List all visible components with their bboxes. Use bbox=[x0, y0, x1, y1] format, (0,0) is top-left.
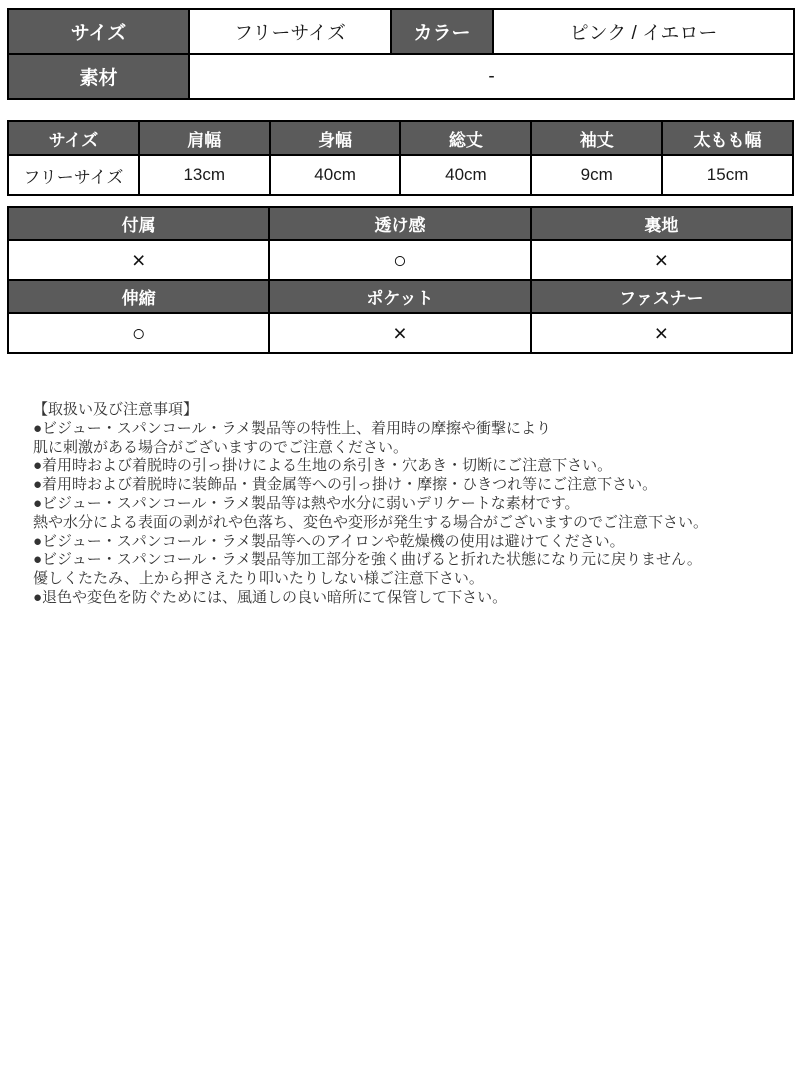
features-header-row-2 bbox=[8, 280, 792, 313]
feature-value-sheerness: ○ bbox=[269, 240, 530, 280]
info-row-size-color bbox=[8, 9, 794, 54]
care-instructions-line: ●ビジュー・スパンコール・ラメ製品等へのアイロンや乾燥機の使用は避けてください。 bbox=[33, 532, 625, 550]
feature-header-stretch: 伸縮 bbox=[8, 280, 269, 313]
col-header-size: サイズ bbox=[8, 121, 139, 155]
material-label: 素材 bbox=[8, 54, 189, 99]
color-value: ピンク / イエロー bbox=[493, 9, 794, 54]
size-value: フリーサイズ bbox=[189, 9, 391, 54]
cell-body-width: 40cm bbox=[270, 155, 401, 195]
cell-sleeve-length: 9cm bbox=[531, 155, 662, 195]
col-header-shoulder-width: 肩幅 bbox=[139, 121, 270, 155]
feature-header-lining: 裏地 bbox=[531, 207, 792, 240]
care-instructions-line: 熱や水分による表面の剥がれや色落ち、変色や変形が発生する場合がございますのでご注意下さい。 bbox=[33, 513, 709, 531]
cell-total-length: 40cm bbox=[400, 155, 531, 195]
feature-header-accessories: 付属 bbox=[8, 207, 269, 240]
care-instructions-line: ●ビジュー・スパンコール・ラメ製品等の特性上、着用時の摩擦や衝撃により bbox=[33, 419, 552, 437]
care-instructions bbox=[33, 401, 800, 608]
product-info-table bbox=[7, 8, 795, 100]
features-table bbox=[7, 206, 793, 354]
col-header-sleeve-length: 袖丈 bbox=[531, 121, 662, 155]
cell-size-name: フリーサイズ bbox=[8, 155, 139, 195]
features-value-row-1 bbox=[8, 240, 792, 280]
measurements-header-row bbox=[8, 121, 793, 155]
features-header-row-1 bbox=[8, 207, 792, 240]
feature-header-zipper: ファスナー bbox=[531, 280, 792, 313]
cell-shoulder-width: 13cm bbox=[139, 155, 270, 195]
measurements-table bbox=[7, 120, 794, 196]
care-instructions-line: ●着用時および着脱時に装飾品・貴金属等への引っ掛け・摩擦・ひきつれ等にご注意下さい。 bbox=[33, 476, 658, 494]
feature-header-sheerness: 透け感 bbox=[269, 207, 530, 240]
care-instructions-line: 優しくたたみ、上から押さえたり叩いたりしない様ご注意下さい。 bbox=[33, 570, 484, 588]
feature-value-stretch: ○ bbox=[8, 313, 269, 353]
col-header-thigh-width: 太もも幅 bbox=[662, 121, 793, 155]
feature-value-accessories: × bbox=[8, 240, 269, 280]
cell-thigh-width: 15cm bbox=[662, 155, 793, 195]
care-instructions-line: ●着用時および着脱時の引っ掛けによる生地の糸引き・穴あき・切断にご注意下さい。 bbox=[33, 457, 613, 475]
care-instructions-line: ●ビジュー・スパンコール・ラメ製品等加工部分を強く曲げると折れた状態になり元に戻りません。 bbox=[33, 551, 702, 569]
color-label: カラー bbox=[391, 9, 493, 54]
material-value: - bbox=[189, 54, 794, 99]
feature-value-pocket: × bbox=[269, 313, 530, 353]
size-label: サイズ bbox=[8, 9, 189, 54]
care-instructions-line: ●退色や変色を防ぐためには、風通しの良い暗所にて保管して下さい。 bbox=[33, 588, 508, 606]
feature-header-pocket: ポケット bbox=[269, 280, 530, 313]
features-value-row-2 bbox=[8, 313, 792, 353]
col-header-total-length: 総丈 bbox=[400, 121, 531, 155]
care-instructions-line: ●ビジュー・スパンコール・ラメ製品等は熱や水分に弱いデリケートな素材です。 bbox=[33, 494, 580, 512]
feature-value-lining: × bbox=[531, 240, 792, 280]
care-instructions-title: 【取扱い及び注意事項】 bbox=[33, 401, 199, 418]
col-header-body-width: 身幅 bbox=[270, 121, 401, 155]
measurements-data-row bbox=[8, 155, 793, 195]
feature-value-zipper: × bbox=[531, 313, 792, 353]
info-row-material bbox=[8, 54, 794, 99]
care-instructions-line: 肌に刺激がある場合がございますのでご注意ください。 bbox=[33, 438, 409, 456]
